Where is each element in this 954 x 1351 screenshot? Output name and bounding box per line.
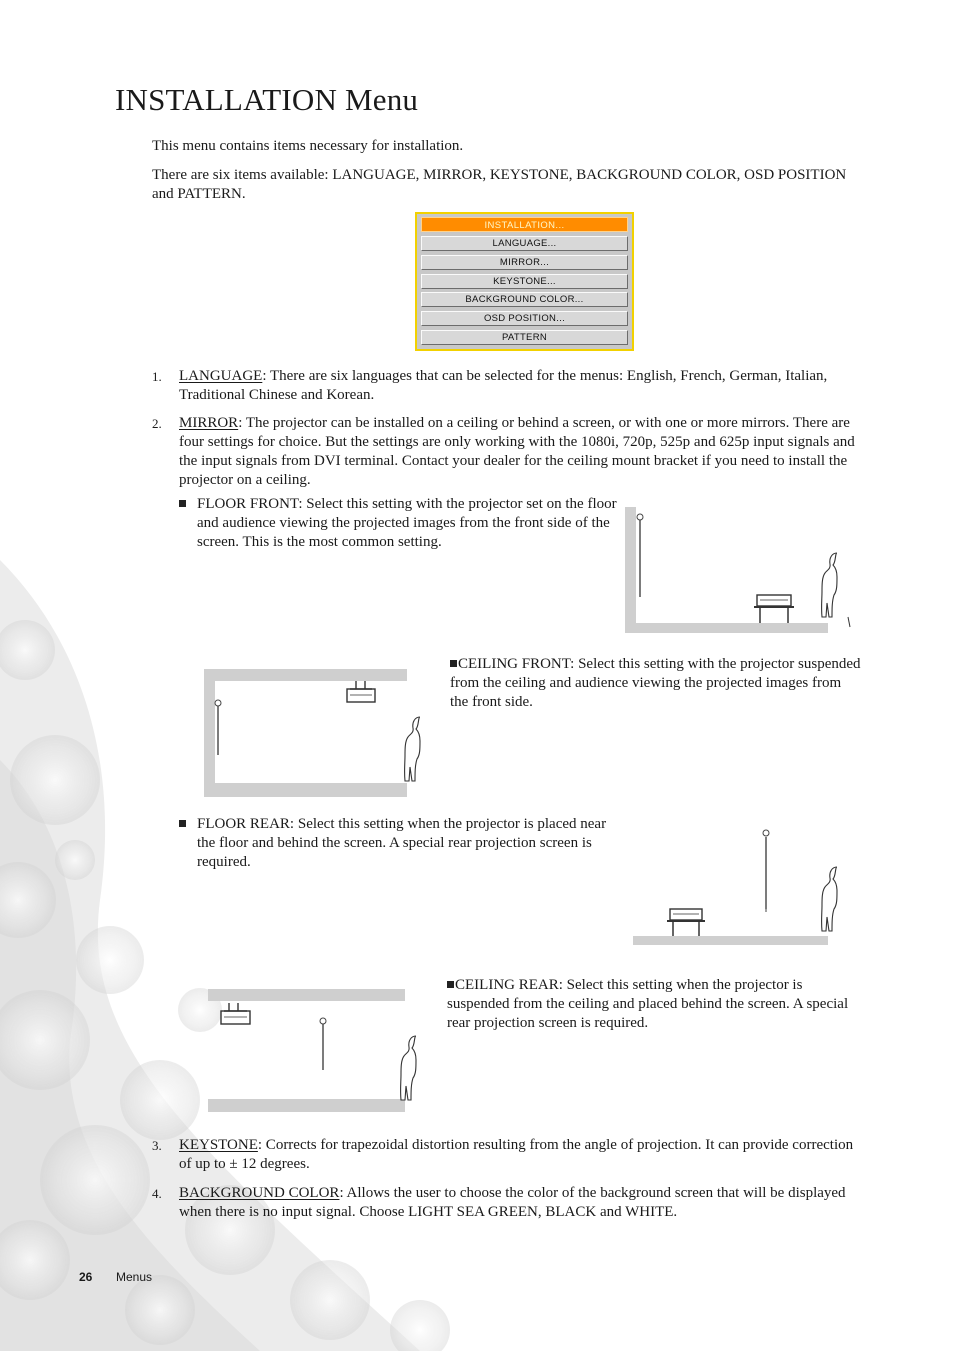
term-keystone: KEYSTONE [179, 1137, 258, 1153]
description: : Allows the user to choose the color of the background screen that will be displayed when there is no input signal. Choose LIGHT SEA GREEN, BLACK and WHITE. [179, 1185, 846, 1220]
ceiling-front-diagram [200, 665, 440, 800]
list-item-language [179, 367, 867, 405]
floor-front-text: FLOOR FRONT: Select this setting with the projector set on the floor and audience viewing the projected images from the front side of the screen. This is the most common setting. [179, 495, 629, 552]
list-number: 3. [152, 1138, 162, 1153]
description: : The projector can be installed on a ceiling or behind a screen, or with one or more mirrors. There are four settings for choice. But the settings are only working with the 1080i, 720p, 525p and 625p input signals and the input signals from DVI terminal. Contact your dealer for the ceiling mount bracket if you need to install the projector on a ceiling. [179, 415, 855, 488]
term-mirror: MIRROR [179, 415, 239, 431]
floor-front-diagram [620, 505, 860, 637]
osd-item-keystone: KEYSTONE... [421, 274, 628, 289]
list-item-background-color [179, 1184, 867, 1222]
osd-item-pattern: PATTERN [421, 330, 628, 345]
bullet-icon [450, 660, 457, 667]
page-title: INSTALLATION Menu [115, 82, 419, 117]
intro-text: This menu contains items necessary for installation. [152, 138, 464, 154]
bullet-icon [179, 500, 186, 507]
list-number: 1. [152, 369, 162, 384]
osd-item-mirror: MIRROR... [421, 255, 628, 270]
ceiling-rear-text: CEILING REAR: Select this setting when the projector is suspended from the ceiling and placed behind the screen. A special rear projection screen is required. [447, 977, 849, 1031]
description: : Corrects for trapezoidal distortion resulting from the angle of projection. It can provide correction of up to ± 12 degrees. [179, 1137, 854, 1172]
ceiling-front-text: CEILING FRONT: Select this setting with the projector suspended from the ceiling and audience viewing the projected images from the front side. [450, 656, 861, 710]
description: : There are six languages that can be selected for the menus: English, French, German, Italian, Traditional Chinese and Korean. [179, 368, 828, 403]
list-number: 4. [152, 1186, 162, 1201]
osd-item-osd-position: OSD POSITION... [421, 311, 628, 326]
term-background-color: BACKGROUND COLOR [179, 1185, 340, 1201]
osd-item-language: LANGUAGE... [421, 236, 628, 251]
page-number: 26 [79, 1270, 93, 1284]
footer-section: Menus [116, 1270, 153, 1284]
osd-menu-title: INSTALLATION... [421, 217, 628, 232]
ceiling-rear-diagram [205, 986, 441, 1116]
osd-installation-menu [415, 212, 634, 351]
list-number: 2. [152, 416, 162, 431]
osd-item-background-color: BACKGROUND COLOR... [421, 292, 628, 307]
floor-rear-diagram [628, 825, 860, 947]
floor-rear-text: FLOOR REAR: Select this setting when the projector is placed near the floor and behind the screen. A special rear projection screen is required. [179, 815, 617, 872]
list-item-mirror [179, 414, 867, 490]
bullet-icon [447, 981, 454, 988]
bullet-icon [179, 820, 186, 827]
intro-items-text: There are six items available: LANGUAGE, MIRROR, KEYSTONE, BACKGROUND COLOR, OSD POSITION and PATTERN. [152, 167, 847, 202]
list-item-keystone [179, 1136, 867, 1174]
term-language: LANGUAGE [179, 368, 263, 384]
